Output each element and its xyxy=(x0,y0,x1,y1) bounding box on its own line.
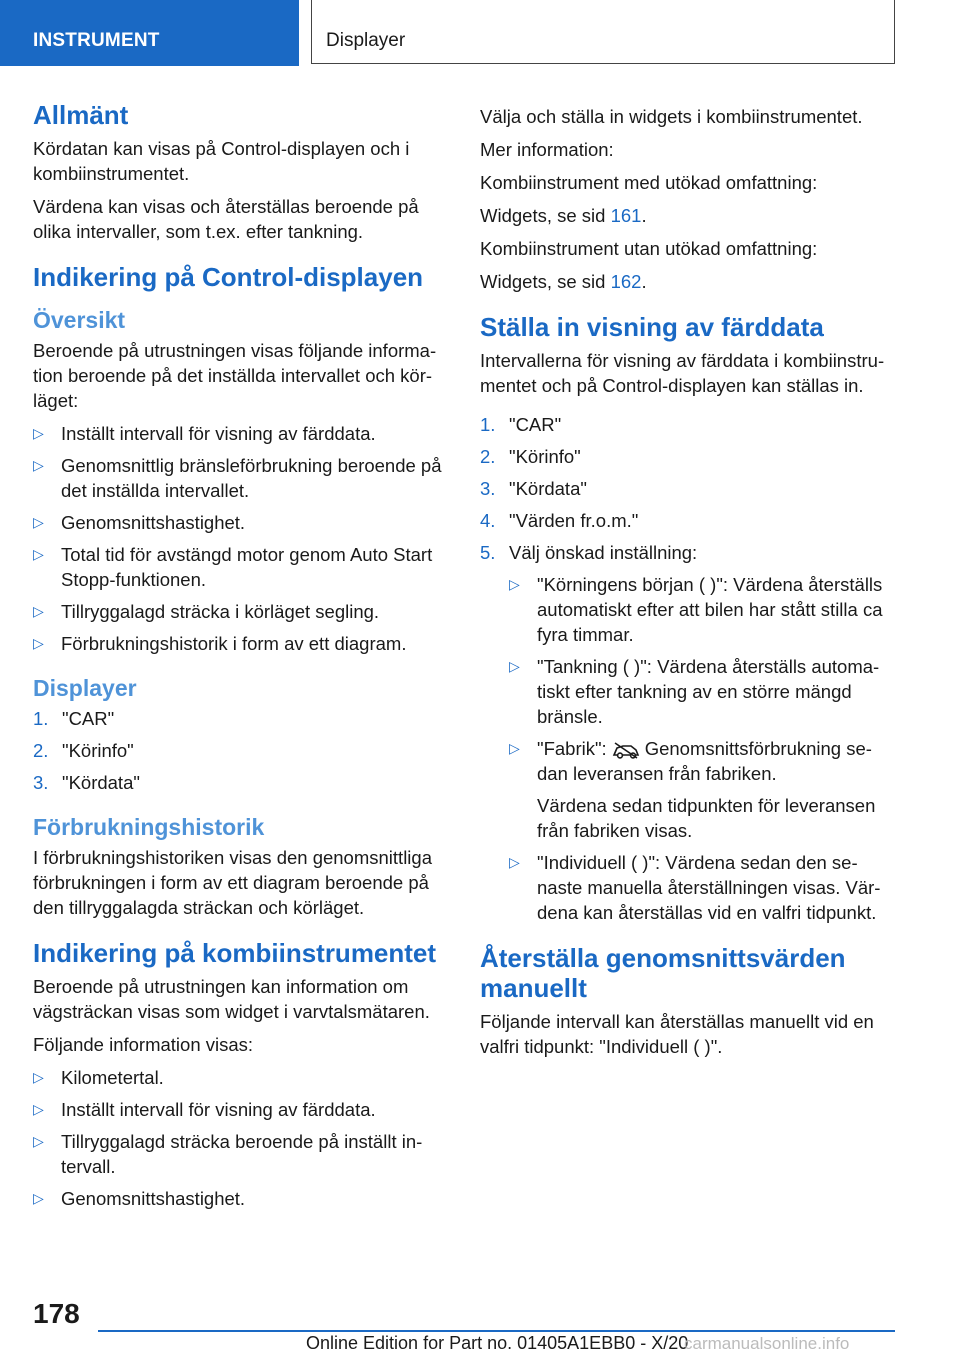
right-column xyxy=(480,104,896,1067)
heading-kombiinstrument: Indikering på kombiinstrumentet xyxy=(33,938,437,968)
list-item: 3. "Kördata" xyxy=(480,478,587,499)
triangle-bullet-icon: ▷ xyxy=(33,1101,44,1117)
triangle-bullet-icon: ▷ xyxy=(509,740,520,756)
section-tab: INSTRUMENT xyxy=(0,0,299,66)
heading-oversikt: Översikt xyxy=(33,307,126,333)
list-item-text: "Värden fr.o.m." xyxy=(509,510,639,531)
list-item: 5. Välj önskad inställning: ▷ "Körningens början ( )": Värdena återställs automatiskt efter att bilen har stått stilla ca fyra timmar. ▷ "Tankning ( )": Värdena återställs automa-tiskt efter tankning av en större mängd bränsle. ▷ "Fabrik": Genomsnittsförbrukning se-dan leveransen från fabriken. Värdena sedan tidpunkten för leveransen från fabriken visas. ▷ "Individuell ( )": Värdena sedan den se-naste manuella återställningen visas. Vär-dena kan återställas vid en valfri tidpunkt. xyxy=(480,540,896,925)
list-item-text: "CAR" xyxy=(509,414,562,435)
triangle-bullet-icon: ▷ xyxy=(33,514,44,530)
list-item xyxy=(33,1186,449,1211)
triangle-bullet-icon: ▷ xyxy=(509,658,520,674)
list-item xyxy=(509,736,896,843)
paragraph xyxy=(480,269,896,294)
list-item-text: "Kördata" xyxy=(62,772,140,793)
list-item-text: Tillryggalagd sträcka i körläget segling. xyxy=(61,601,380,622)
list-item: 3. "Kördata" xyxy=(33,772,140,793)
list-item xyxy=(509,654,896,729)
paragraph: Välja och ställa in widgets i kombiinstrumentet. xyxy=(480,106,863,127)
list-item xyxy=(33,599,449,624)
list-item-text: Genomsnittshastighet. xyxy=(61,1188,246,1209)
list-item: 1. "CAR" xyxy=(480,414,562,435)
list-item xyxy=(509,572,896,647)
triangle-bullet-icon: ▷ xyxy=(33,635,44,651)
heading-displayer: Displayer xyxy=(33,675,137,701)
list-item xyxy=(33,453,449,503)
paragraph-text: . xyxy=(641,271,647,292)
oversikt-list xyxy=(33,421,449,656)
list-item-text: Kilometertal. xyxy=(61,1067,164,1088)
page-number: 178 xyxy=(33,1298,80,1329)
paragraph: Beroende på utrustningen kan information om vägsträckan visas som widget i varvtalsmätaren. xyxy=(33,976,430,1022)
paragraph: Mer information: xyxy=(480,139,614,160)
footer-divider xyxy=(98,1330,895,1332)
heading-aterstalla: Återställa genomsnittsvärden manuellt xyxy=(480,943,846,1003)
option-note: Värdena sedan tidpunkten för leveransen från fabriken visas. xyxy=(537,795,876,841)
list-item-text: Genomsnittshastighet. xyxy=(61,512,246,533)
list-item xyxy=(33,542,449,592)
list-item xyxy=(509,850,896,925)
paragraph: Kombiinstrument med utökad omfattning: xyxy=(480,172,818,193)
paragraph-text: Widgets, se sid xyxy=(480,205,611,226)
list-item: 2. "Körinfo" xyxy=(33,740,134,761)
list-item-text: "Kördata" xyxy=(509,478,587,499)
triangle-bullet-icon: ▷ xyxy=(33,603,44,619)
paragraph xyxy=(480,203,896,228)
triangle-bullet-icon: ▷ xyxy=(509,576,520,592)
list-item-text: Genomsnittsförbrukning se-dan leveransen från fabriken. xyxy=(537,738,872,784)
triangle-bullet-icon: ▷ xyxy=(33,1069,44,1085)
displayer-list xyxy=(33,706,449,795)
list-item-text: Välj önskad inställning: xyxy=(509,542,698,563)
paragraph: Beroende på utrustningen visas följande informa-tion beroende på det inställda intervallet och kör-läget: xyxy=(33,340,437,411)
list-item-text: "Fabrik": xyxy=(537,738,607,759)
paragraph-text: Widgets, se sid xyxy=(480,271,611,292)
triangle-bullet-icon: ▷ xyxy=(33,457,44,473)
steps-list xyxy=(480,412,896,925)
list-item-text: Förbrukningshistorik i form av ett diagram. xyxy=(61,633,407,654)
list-item-text: "CAR" xyxy=(62,708,115,729)
heading-stalla-in: Ställa in visning av färddata xyxy=(480,312,824,342)
paragraph: Följande information visas: xyxy=(33,1034,254,1055)
list-item-text: Inställt intervall för visning av färddata. xyxy=(61,1099,376,1120)
paragraph: Kördatan kan visas på Control-displayen och i kombiinstrumentet. xyxy=(33,138,410,184)
list-item xyxy=(33,1129,449,1179)
list-item xyxy=(33,631,449,656)
paragraph: Värdena kan visas och återställas beroende på olika intervaller, som t.ex. efter tankning. xyxy=(33,196,419,242)
chapter-title: Displayer xyxy=(311,0,895,64)
page-header xyxy=(0,0,960,66)
triangle-bullet-icon: ▷ xyxy=(33,425,44,441)
paragraph: Följande intervall kan återställas manuellt vid en valfri tidpunkt: "Individuell ( )". xyxy=(480,1011,874,1057)
left-column xyxy=(33,100,449,1219)
list-item-text: Inställt intervall för visning av färddata. xyxy=(61,423,376,444)
triangle-bullet-icon: ▷ xyxy=(33,546,44,562)
list-item-text: Total tid för avstängd motor genom Auto Start Stopp-funktionen. xyxy=(61,544,433,590)
list-item-text: "Tankning ( )": Värdena återställs automa-tiskt efter tankning av en större mängd bränsle. xyxy=(537,656,880,727)
triangle-bullet-icon: ▷ xyxy=(509,854,520,870)
list-item-text: "Körinfo" xyxy=(509,446,581,467)
paragraph-text: . xyxy=(641,205,647,226)
heading-control-display: Indikering på Control-displayen xyxy=(33,262,424,292)
list-item-text: "Körningens början ( )": Värdena återställs automatiskt efter att bilen har stått stilla ca fyra timmar. xyxy=(537,574,883,645)
list-item xyxy=(33,421,449,446)
watermark: carmanualsonline.info xyxy=(684,1334,850,1353)
list-item: 2. "Körinfo" xyxy=(480,446,581,467)
paragraph: Kombiinstrument utan utökad omfattning: xyxy=(480,238,818,259)
paragraph: Intervallerna för visning av färddata i kombiinstru-mentet och på Control-displayen kan ställas in. xyxy=(480,350,885,396)
page-link-161[interactable]: 161 xyxy=(610,205,642,226)
paragraph: I förbrukningshistoriken visas den genomsnittliga förbrukningen i form av ett diagram beroende på den tillryggalagda sträckan och körläget. xyxy=(33,847,432,918)
page-link-162[interactable]: 162 xyxy=(610,271,642,292)
factory-car-icon xyxy=(611,740,641,760)
heading-forbrukningshistorik: Förbrukningshistorik xyxy=(33,814,265,840)
list-item xyxy=(33,1097,449,1122)
list-item-text: "Individuell ( )": Värdena sedan den se-naste manuella återställningen visas. Vär-dena kan återställas vid en valfri tidpunkt. xyxy=(537,852,881,923)
kombi-list xyxy=(33,1065,449,1211)
list-item: 1. "CAR" xyxy=(33,708,115,729)
triangle-bullet-icon: ▷ xyxy=(33,1133,44,1149)
list-item xyxy=(33,510,449,535)
list-item-text: "Körinfo" xyxy=(62,740,134,761)
list-item-text: Genomsnittlig bränsleförbrukning beroende på det inställda intervallet. xyxy=(61,455,442,501)
heading-allmant: Allmänt xyxy=(33,100,129,130)
edition-text: Online Edition for Part no. 01405A1EBB0 - X/20 xyxy=(306,1333,689,1353)
list-item: 4. "Värden fr.o.m." xyxy=(480,510,639,531)
list-item-text: Tillryggalagd sträcka beroende på inställt in-tervall. xyxy=(61,1131,423,1177)
triangle-bullet-icon: ▷ xyxy=(33,1190,44,1206)
list-item xyxy=(33,1065,449,1090)
options-list xyxy=(509,572,896,925)
